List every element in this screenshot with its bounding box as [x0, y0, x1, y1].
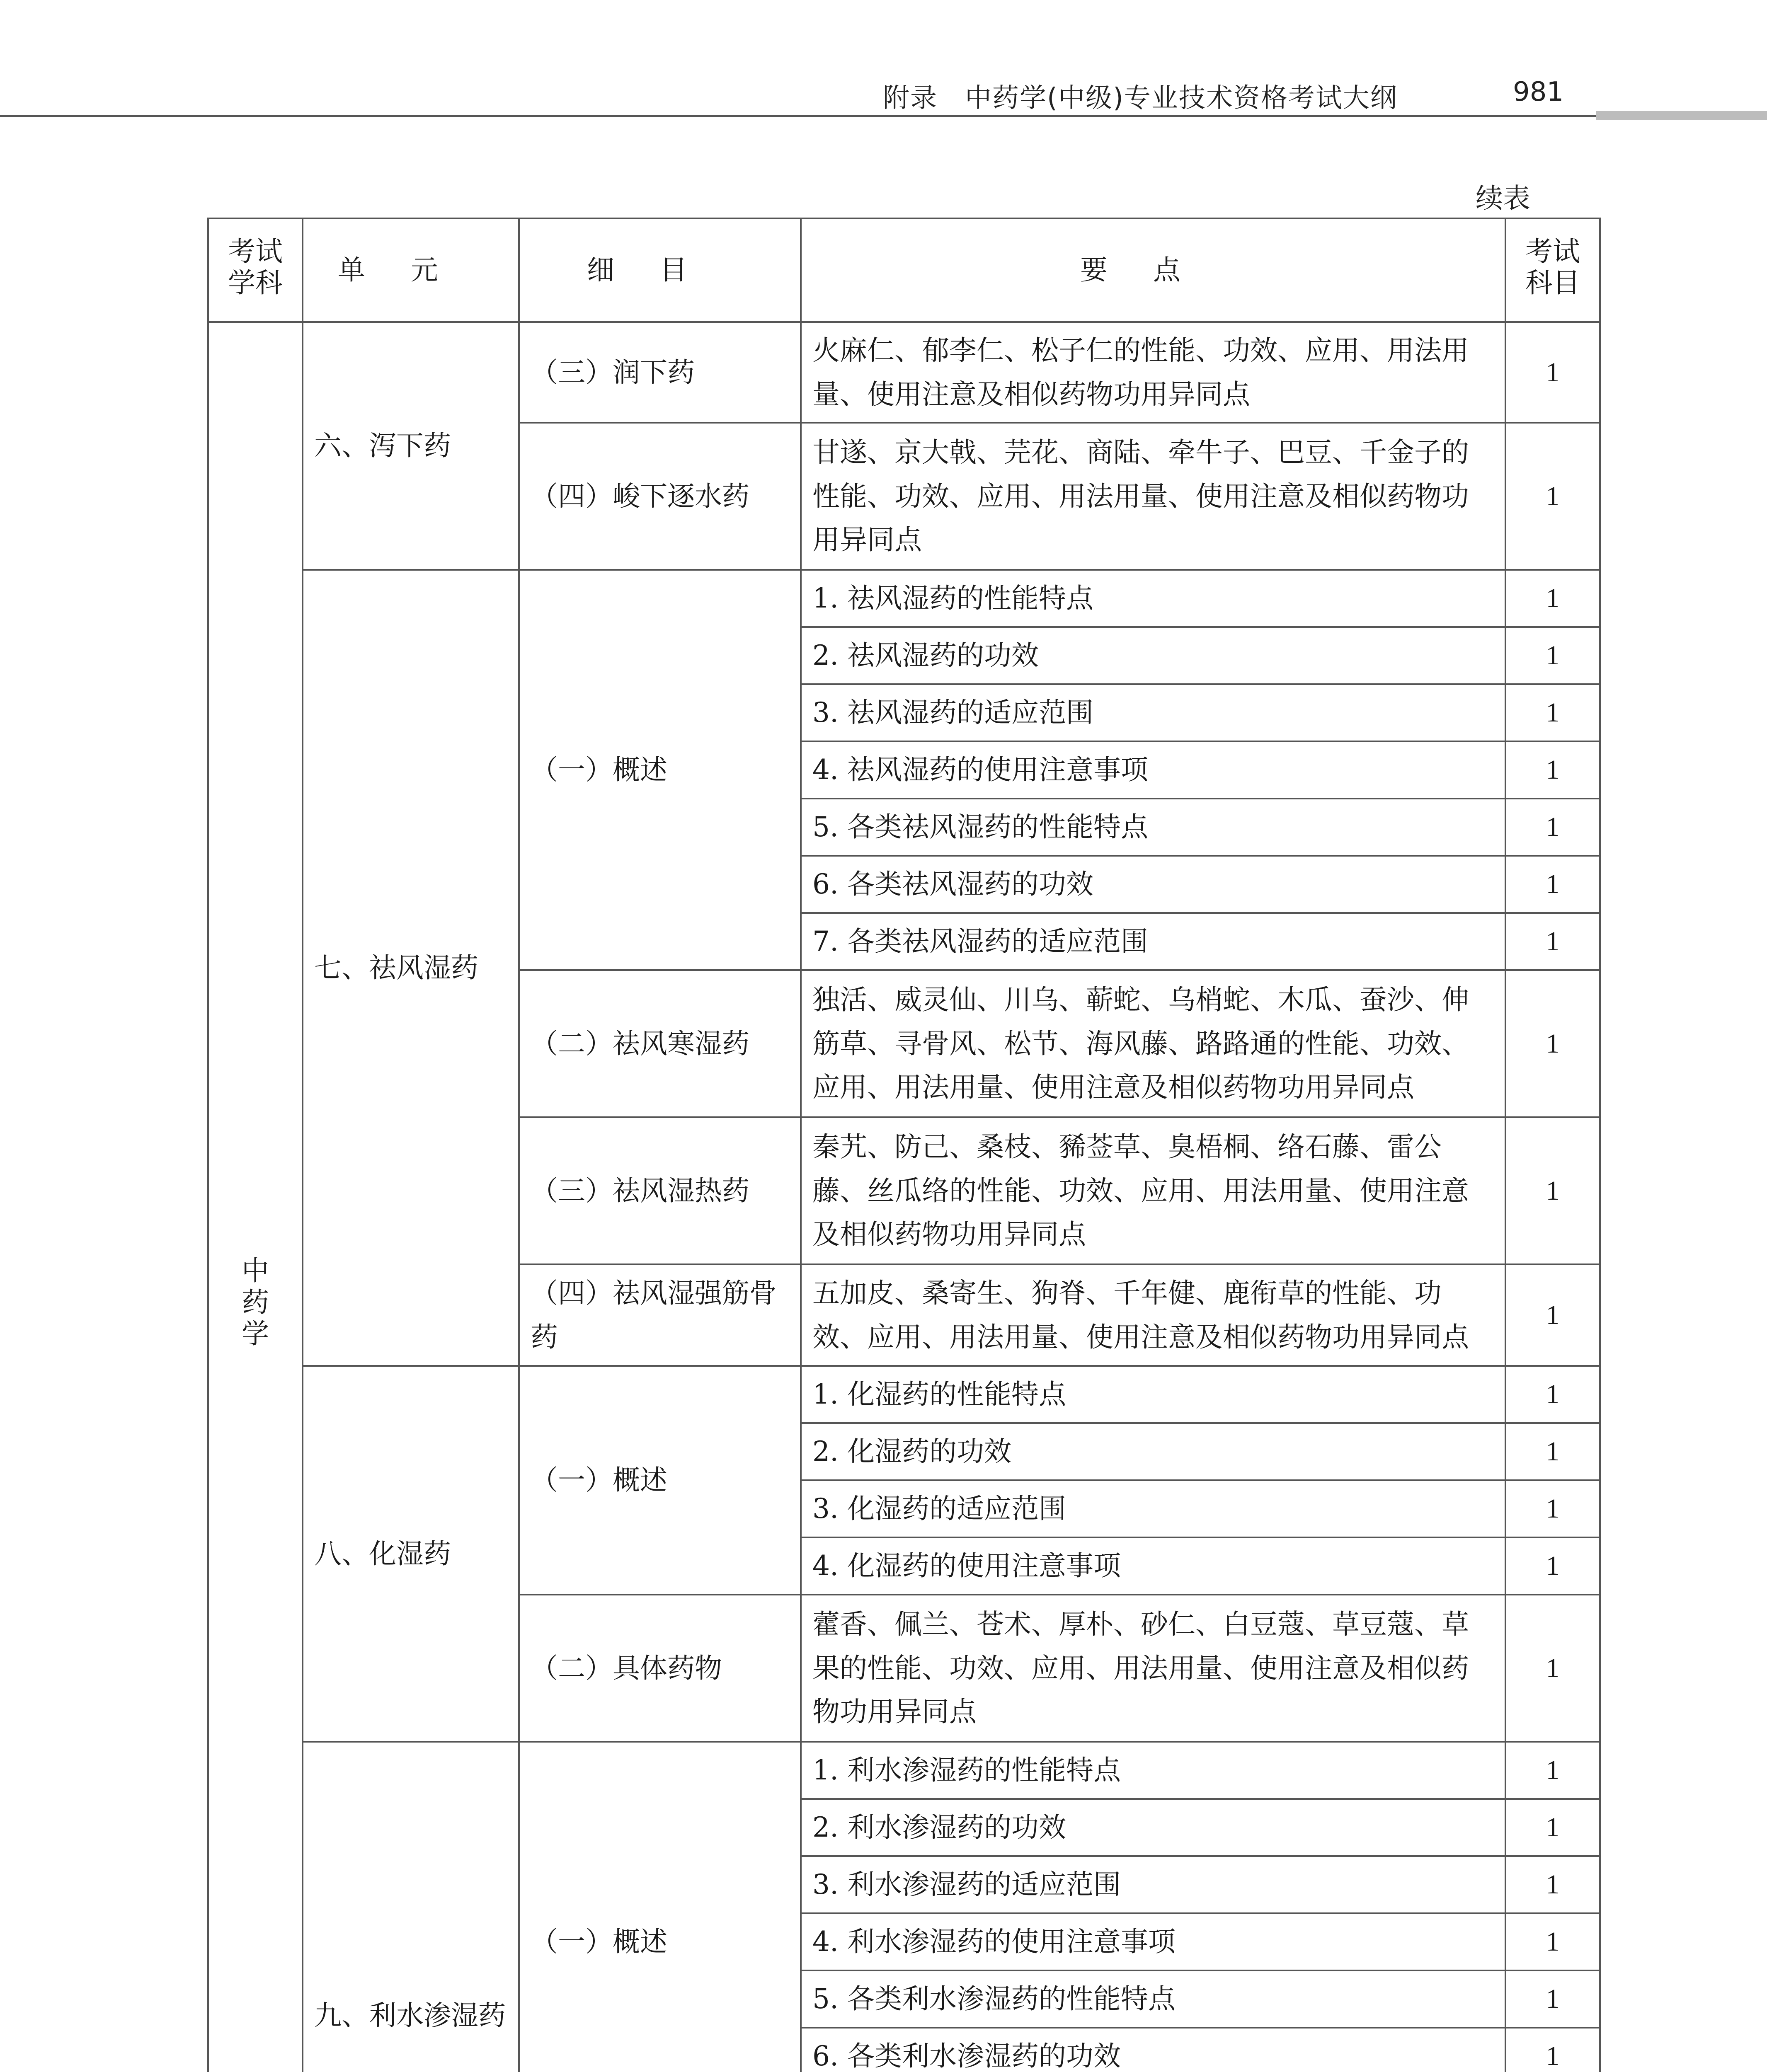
header-item: 细目	[519, 218, 801, 322]
point-cell: 4. 化湿药的使用注意事项	[801, 1537, 1505, 1595]
header-title: 附录 中药学(中级)专业技术资格考试大纲	[883, 83, 1398, 114]
item-cell: （三）祛风湿热药	[519, 1117, 801, 1264]
header-point: 要点	[801, 218, 1505, 322]
point-cell: 3. 祛风湿药的适应范围	[801, 684, 1505, 741]
exam-cell: 1	[1505, 1117, 1600, 1264]
exam-cell: 1	[1505, 1595, 1600, 1742]
point-cell: 独活、威灵仙、川乌、蕲蛇、乌梢蛇、木瓜、蚕沙、伸筋草、寻骨风、松节、海风藤、路路通的性能、功效、应用、用法用量、使用注意及相似药物功用异同点	[801, 970, 1505, 1117]
point-cell: 藿香、佩兰、苍术、厚朴、砂仁、白豆蔻、草豆蔻、草果的性能、功效、应用、用法用量、使用注意及相似药物功用异同点	[801, 1595, 1505, 1742]
table-row	[208, 1742, 1600, 1799]
continued-table-label: 续表	[1476, 182, 1530, 214]
exam-cell: 1	[1505, 322, 1600, 423]
exam-cell: 1	[1505, 1537, 1600, 1595]
exam-cell: 1	[1505, 1480, 1600, 1537]
exam-cell: 1	[1505, 741, 1600, 799]
exam-cell: 1	[1505, 799, 1600, 856]
point-cell: 2. 祛风湿药的功效	[801, 627, 1505, 684]
point-cell: 秦艽、防己、桑枝、豨莶草、臭梧桐、络石藤、雷公藤、丝瓜络的性能、功效、应用、用法用量、使用注意及相似药物功用异同点	[801, 1117, 1505, 1264]
exam-cell: 1	[1505, 1742, 1600, 1799]
item-cell: （四）峻下逐水药	[519, 423, 801, 570]
unit-cell: 九、利水渗湿药	[303, 1742, 519, 2072]
exam-cell: 1	[1505, 1856, 1600, 1913]
exam-cell: 1	[1505, 1799, 1600, 1856]
exam-cell: 1	[1505, 2028, 1600, 2072]
header-accent-bar	[1596, 111, 1767, 120]
unit-cell: 八、化湿药	[303, 1366, 519, 1742]
item-cell: （四）祛风湿强筋骨药	[519, 1264, 801, 1366]
exam-cell: 1	[1505, 970, 1600, 1117]
point-cell: 2. 化湿药的功效	[801, 1423, 1505, 1480]
point-cell: 6. 各类利水渗湿药的功效	[801, 2028, 1505, 2072]
table-row	[208, 322, 1600, 423]
point-cell: 4. 利水渗湿药的使用注意事项	[801, 1913, 1505, 1970]
exam-cell: 1	[1505, 1913, 1600, 1970]
exam-cell: 1	[1505, 627, 1600, 684]
point-cell: 甘遂、京大戟、芫花、商陆、牵牛子、巴豆、千金子的性能、功效、应用、用法用量、使用注意及相似药物功用异同点	[801, 423, 1505, 570]
point-cell: 7. 各类祛风湿药的适应范围	[801, 913, 1505, 970]
point-cell: 火麻仁、郁李仁、松子仁的性能、功效、应用、用法用量、使用注意及相似药物功用异同点	[801, 322, 1505, 423]
page-number: 981	[1513, 77, 1564, 107]
point-cell: 1. 利水渗湿药的性能特点	[801, 1742, 1505, 1799]
point-cell: 3. 利水渗湿药的适应范围	[801, 1856, 1505, 1913]
exam-cell: 1	[1505, 1970, 1600, 2028]
unit-cell: 六、泻下药	[303, 322, 519, 570]
header-subject: 考试学科	[208, 218, 303, 322]
page-header	[0, 62, 1767, 120]
point-cell: 6. 各类祛风湿药的功效	[801, 856, 1505, 913]
point-cell: 3. 化湿药的适应范围	[801, 1480, 1505, 1537]
exam-cell: 1	[1505, 684, 1600, 741]
item-cell: （一）概述	[519, 570, 801, 970]
point-cell: 2. 利水渗湿药的功效	[801, 1799, 1505, 1856]
syllabus-table	[207, 218, 1601, 2072]
point-cell: 五加皮、桑寄生、狗脊、千年健、鹿衔草的性能、功效、应用、用法用量、使用注意及相似药物功用异同点	[801, 1264, 1505, 1366]
exam-cell: 1	[1505, 856, 1600, 913]
exam-cell: 1	[1505, 1366, 1600, 1423]
point-cell: 1. 祛风湿药的性能特点	[801, 570, 1505, 627]
table-row	[208, 1366, 1600, 1423]
subject-cell: 中药学	[208, 322, 303, 2072]
point-cell: 1. 化湿药的性能特点	[801, 1366, 1505, 1423]
header-unit: 单元	[303, 218, 519, 322]
point-cell: 5. 各类利水渗湿药的性能特点	[801, 1970, 1505, 2028]
exam-cell: 1	[1505, 570, 1600, 627]
exam-cell: 1	[1505, 423, 1600, 570]
exam-cell: 1	[1505, 1264, 1600, 1366]
item-cell: （一）概述	[519, 1366, 801, 1595]
header-exam: 考试科目	[1505, 218, 1600, 322]
exam-cell: 1	[1505, 913, 1600, 970]
point-cell: 4. 祛风湿药的使用注意事项	[801, 741, 1505, 799]
header-rule	[0, 115, 1596, 117]
item-cell: （二）具体药物	[519, 1595, 801, 1742]
point-cell: 5. 各类祛风湿药的性能特点	[801, 799, 1505, 856]
table-header-row	[208, 218, 1600, 322]
exam-cell: 1	[1505, 1423, 1600, 1480]
item-cell: （一）概述	[519, 1742, 801, 2072]
item-cell: （二）祛风寒湿药	[519, 970, 801, 1117]
table-row	[208, 570, 1600, 627]
unit-cell: 七、祛风湿药	[303, 570, 519, 1366]
item-cell: （三）润下药	[519, 322, 801, 423]
